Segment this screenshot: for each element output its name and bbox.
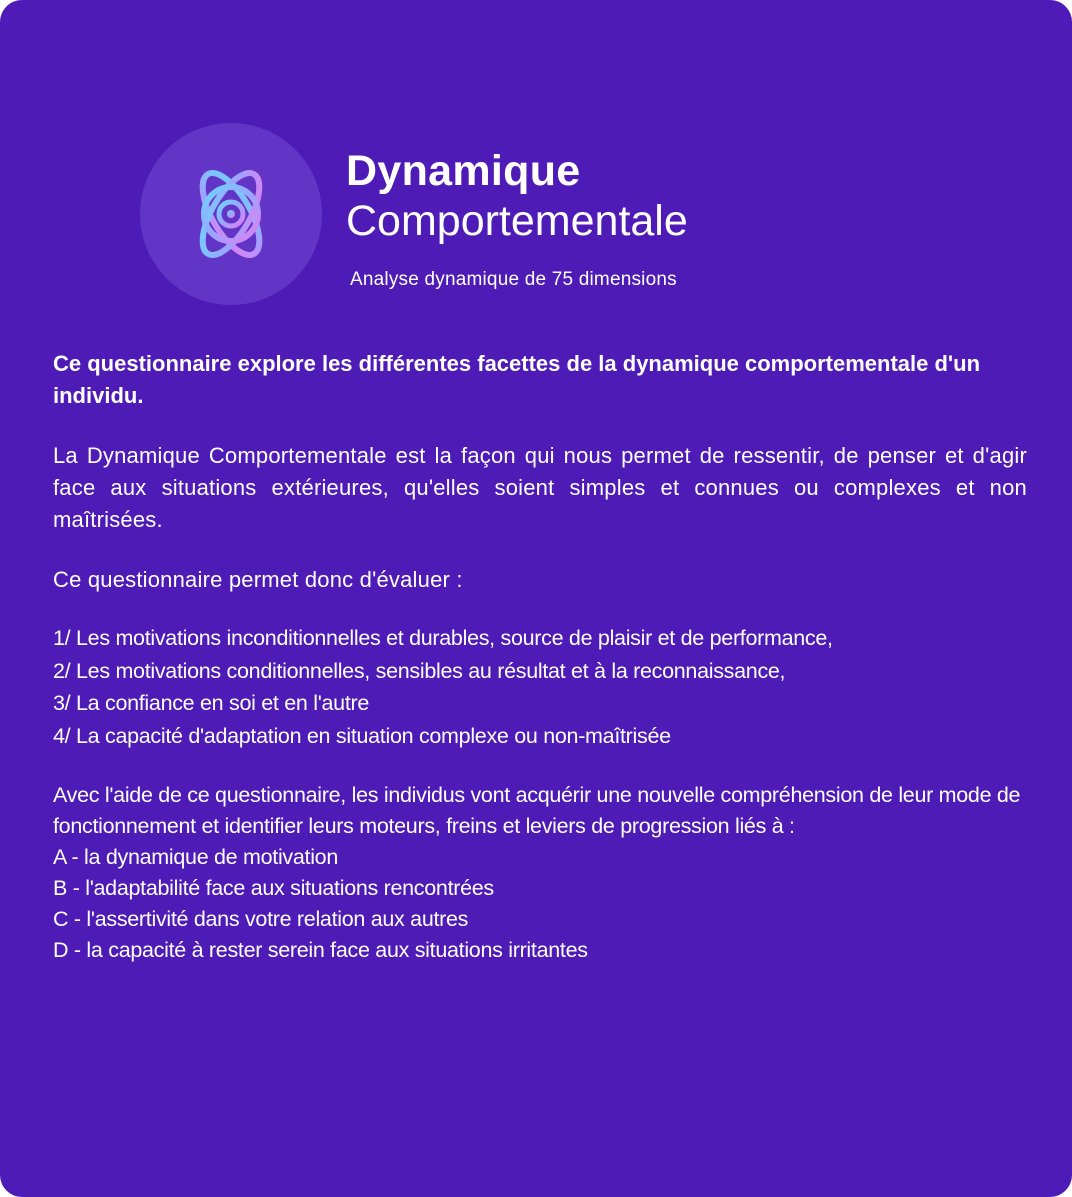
intro-paragraph: Ce questionnaire explore les différentes facettes de la dynamique comportementale d'un individu. xyxy=(53,351,981,408)
app-subtitle: Analyse dynamique de 75 dimensions xyxy=(350,269,677,290)
evaluation-lead: Ce questionnaire permet donc d'évaluer : xyxy=(53,567,463,592)
app-title-line2: Comportementale xyxy=(346,197,688,245)
list-item: 2/ Les motivations conditionnelles, sensibles au résultat et à la reconnaissance, xyxy=(53,658,786,683)
list-item: 4/ La capacité d'adaptation en situation complexe ou non-maîtrisée xyxy=(53,723,671,748)
description-content xyxy=(53,348,1027,966)
list-item: 1/ Les motivations inconditionnelles et durables, source de plaisir et de performance, xyxy=(53,626,833,650)
closing-paragraph: Avec l'aide de ce questionnaire, les individus vont acquérir une nouvelle compréhension de leur mode de fonctionnement et identifier leurs moteurs, freins et leviers de progression liés à : xyxy=(53,783,1021,838)
evaluation-list xyxy=(53,622,1027,752)
app-title-line1: Dynamique xyxy=(346,147,581,195)
list-item: 3/ La confiance en soi et en l'autre xyxy=(53,691,370,715)
list-item: B - l'adaptabilité face aux situations rencontrées xyxy=(53,876,494,900)
list-item: C - l'assertivité dans votre relation aux autres xyxy=(53,907,469,931)
list-item: A - la dynamique de motivation xyxy=(53,845,338,869)
definition-paragraph: La Dynamique Comportementale est la façon qui nous permet de ressentir, de penser et d'agir face aux situations extérieures, qu'elles soient simples et connues ou complexes et non maîtrisées. xyxy=(53,443,1027,532)
atom-icon xyxy=(176,159,286,269)
logo-badge xyxy=(140,123,322,305)
list-item: D - la capacité à rester serein face aux situations irritantes xyxy=(53,938,588,962)
